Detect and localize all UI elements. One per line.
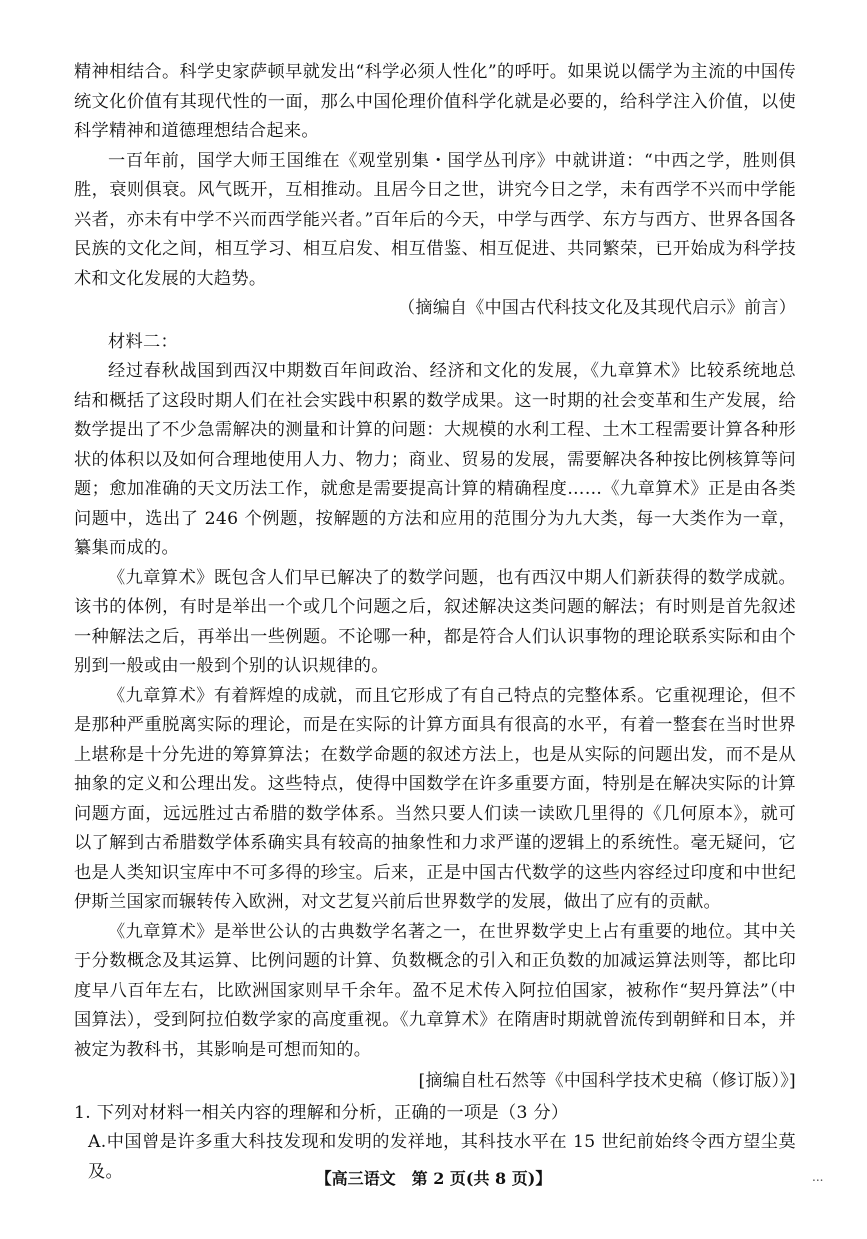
paragraph-3: 经过春秋战国到西汉中期数百年间政治、经济和文化的发展，《九章算术》比较系统地总结和概括了这段时期人们在社会实践中积累的数学成果。这一时期的社会变革和生产发展，给数学提出了不少急需解决的测量和计算的问题：大规模的水利工程、土木工程需要计算各种形状的体积以及如何合理地使用人力、物力；商业、贸易的发展，需要解决各种按比例核算等问题；愈加准确的天文历法工作，就愈是需要提高计算的精确程度……《九章算术》正是由各类问题中，选出了 246 个例题，按解题的方法和应用的范围分为九大类，每一大类作为一章，纂集而成的。 <box>74 361 796 558</box>
source-citation-2: [摘编自杜石然等《中国科学技术史稿（修订版）》] <box>418 1071 796 1091</box>
page-content <box>74 58 796 1187</box>
material-two-label: 材料二： <box>108 331 178 352</box>
paragraph-1: 精神相结合。科学史家萨顿早就发出“科学必须人性化”的呼吁。如果说以儒学为主流的中国传统文化价值有其现代性的一面，那么中国伦理价值科学化就是必要的，给科学注入价值，以使科学精神和道德理想结合起来。 <box>74 62 796 141</box>
corner-mark: ... <box>812 1170 824 1184</box>
option-a-text: 中国曾是许多重大科技发现和发明的发祥地，其科技水平在 15 世纪前始终令西方望尘莫及。 <box>88 1132 796 1182</box>
paragraph-5: 《九章算术》有着辉煌的成就，而且它形成了有自己特点的完整体系。它重视理论，但不是那种严重脱离实际的理论，而是在实际的计算方面具有很高的水平，有着一整套在当时世界上堪称是十分先进的筹算算法；在数学命题的叙述方法上，也是从实际的问题出发，而不是从抽象的定义和公理出发。这些特点，使得中国数学在许多重要方面，特别是在解决实际的计算问题方面，远远胜过古希腊的数学体系。当然只要人们读一读欧几里得的《几何原本》，就可以了解到古希腊数学体系确实具有较高的抽象性和力求严谨的逻辑上的系统性。毫无疑问，它也是人类知识宝库中不可多得的珍宝。后来，正是中国古代数学的这些内容经过印度和中世纪伊斯兰国家而辗转传入欧洲，对文艺复兴前后世界数学的发展，做出了应有的贡献。 <box>74 685 796 912</box>
option-a-letter: A. <box>88 1132 107 1152</box>
paragraph-6: 《九章算术》是举世公认的古典数学名著之一，在世界数学史上占有重要的地位。其中关于分数概念及其运算、比例问题的计算、负数概念的引入和正负数的加减运算法则等，都比印度早八百年左右，比欧洲国家则早千余年。盈不足术传入阿拉伯国家，被称作“契丹算法”（中国算法），受到阿拉伯数学家的高度重视。《九章算术》在隋唐时期就曾流传到朝鲜和日本，并被定为教科书，其影响是可想而知的。 <box>74 921 796 1060</box>
question-stem: 1. 下列对材料一相关内容的理解和分析，正确的一项是（3 分） <box>74 1102 569 1123</box>
paragraph-4: 《九章算术》既包含人们早已解决了的数学问题，也有西汉中期人们新获得的数学成就。该书的体例，有时是举出一个或几个问题之后，叙述解决这类问题的解法；有时则是首先叙述一种解法之后，再举出一些例题。不论哪一种，都是符合人们认识事物的理论联系实际和由个别到一般或由一般到个别的认识规律的。 <box>74 567 796 676</box>
paragraph-2: 一百年前，国学大师王国维在《观堂别集・国学丛刊序》中就讲道：“中西之学，胜则俱胜，衰则俱衰。风气既开，互相推动。且居今日之世，讲究今日之学，未有西学不兴而中学能兴者，亦未有中学不兴而西学能兴者。”百年后的今天，中学与西学、东方与西方、世界各国各民族的文化之间，相互学习、相互启发、相互借鉴、相互促进、共同繁荣，已开始成为科学技术和文化发展的大趋势。 <box>74 150 796 289</box>
source-citation-1: （摘编自《中国古代科技文化及其现代启示》前言） <box>398 298 796 318</box>
page-footer: 【高三语文 第 2 页(共 8 页)】 <box>315 1169 552 1188</box>
